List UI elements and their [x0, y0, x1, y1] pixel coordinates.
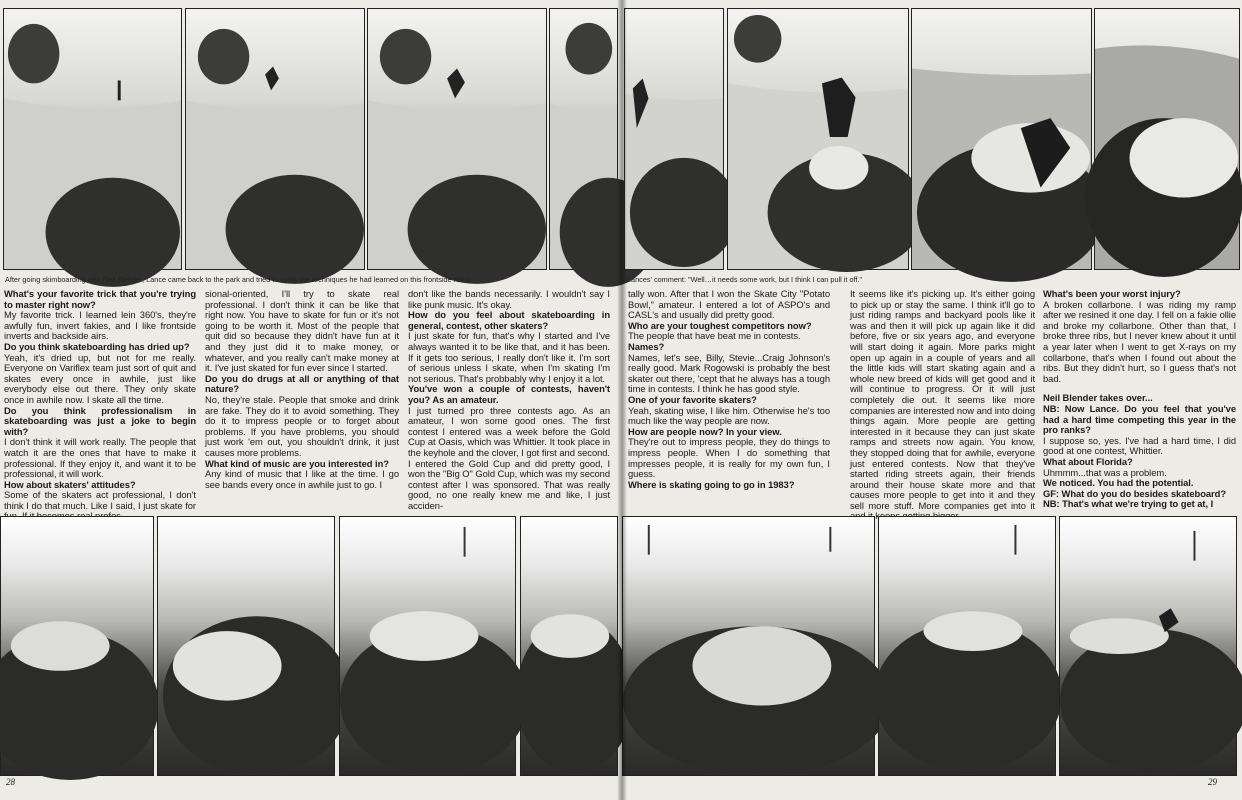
top-photo-6	[727, 8, 909, 270]
interview-answer: I don't think it will work really. The people that watch it are the ones that have to make it professional. If they enjoy it, and want it to be professional, it will work.	[4, 436, 196, 480]
interview-answer: I just turned pro three contests ago. As an amateur, I won some good ones. The first contest I entered was a week before the Gold Cup at Oasis, which was Whittier. It took place in the keyhole and the clover, I got first and second. I entered the Gold Cup and did pretty good, I won the "Big O" Gold Cup, which was my second contest after I was sponsored. That was really good, no one really knew me and like, I just acciden-	[408, 404, 610, 511]
bowl-photo-graphic	[728, 9, 908, 269]
bottom-photo-4	[520, 516, 618, 776]
interview-answer: Any kind of music that I like at the time. I go see bands every once in awhile just to go. I	[205, 468, 399, 490]
interview-answer: sional-oriented, I'll try to skate real professional. I don't think it can be like that right now. You have to skate for fun or it's not going to be worth it. Most of the people that quit did so because they didn't have fun at it and they just did it to make money, or whatever, and you really can't make money at it. I've just skated for fun ever since I started.	[205, 288, 399, 374]
interview-answer: Names, let's see, Billy, Stevie...Craig Johnson's really good. Mark Rogowski is probably the best skater out there, 'cept that he always has a tough time in contests. I think he has good style.	[628, 351, 830, 395]
bottom-photo-3	[339, 516, 516, 776]
bowl-photo-graphic	[186, 9, 364, 269]
bowl-photo-graphic	[368, 9, 546, 269]
text-column-3	[408, 289, 610, 513]
water-splash-graphic	[1, 517, 153, 775]
water-splash-graphic	[1060, 517, 1236, 775]
bowl-photo-graphic	[4, 9, 181, 269]
interview-question: NB: Now Lance. Do you feel that you've had a hard time competing this year in the pro ranks?	[1043, 402, 1236, 436]
interview-answer: It seems like it's picking up. It's either going to pick up or stay the same. I think it'll go to just riding ramps and backyard pools like it was and then it will pick up again like it did before, five or six years ago, and everyone will start doing it again. More parks might open up again in a couple of years and all the little kids will start skating again and a whole new breed of kids will get good and it will continue to progress. Or it will just completely die out. It seems like more companies are interested now and into doing things again. More people are getting interested in it because they can just skate ramps and streets now again. You know, they stopped doing that for awhile, everyone just entered contests. Now that they've started riding streets again, their friends around their house skate more and that causes more people to get into it and they sell more stuff. More companies get into it	[850, 288, 1035, 511]
text-column-4	[628, 289, 830, 513]
top-photo-2	[185, 8, 365, 270]
text-column-5	[850, 289, 1035, 513]
bottom-photo-5	[622, 516, 875, 776]
interview-question: How do you feel about skateboarding in general, contest, other skaters?	[408, 309, 610, 331]
interview-question: Who are your toughest competitors now?	[628, 319, 812, 331]
interview-question: You've won a couple of contests, haven't you? As an amateur.	[408, 383, 610, 405]
left-photo-caption: After going skimboarding with Neil Blender, Lance came back to the park and tried to apply the techniques he had learned on this frontside roll-in.	[5, 275, 474, 284]
interview-question: GF: What do you do besides skateboard?	[1043, 487, 1227, 499]
top-photo-3	[367, 8, 547, 270]
interview-question: What's been your worst injury?	[1043, 288, 1181, 299]
bottom-photo-2	[157, 516, 335, 776]
bottom-photo-1	[0, 516, 154, 776]
water-splash-graphic	[158, 517, 334, 775]
interview-question: How are people now? In your view.	[628, 425, 782, 437]
interview-question: Do you think skateboarding has dried up?	[4, 340, 190, 352]
right-photo-caption: Lances' comment: "Well…it needs some work, but I think I can pull it off."	[627, 275, 863, 284]
page-number-left: 28	[6, 777, 15, 787]
interview-answer: don't like the bands necessarily. I wouldn't say I like punk music. It's okay.	[408, 288, 610, 310]
interview-question: Neil Blender takes over...	[1043, 392, 1153, 404]
interview-question: Where is skating going to go in 1983?	[628, 478, 795, 490]
interview-answer: A broken collarbone. I was riding my ramp after we resined it one day. I fell on a fakie ollie and broke my collarbone. Other than that, I broke three ribs, but I never knew about it until a year later when I went to get X-rays on my collarbone, that's when I found out about the ribs. But they didn't hurt, so I guess that's not bad.	[1043, 298, 1236, 384]
interview-question: Names?	[628, 340, 665, 352]
bottom-photo-6	[878, 516, 1056, 776]
text-column-6	[1043, 289, 1236, 513]
top-photo-4	[549, 8, 618, 270]
interview-question: NB: That's what we're trying to get at, I	[1043, 498, 1214, 510]
interview-answer: The people that have beat me in contests.	[628, 330, 801, 342]
water-splash-graphic	[879, 517, 1055, 775]
page-gutter	[617, 0, 627, 800]
interview-answer: Uhmmm...that was a problem.	[1043, 466, 1167, 478]
bottom-photo-7	[1059, 516, 1237, 776]
top-photo-7	[911, 8, 1092, 270]
interview-answer: I just skate for fun, that's why I started and I've always wanted it to be like that, and it has been. If it gets too serious, I really don't like it. I'm sort of serious unless I skate, when I'm skating I'm not serious. That's probbably why I enjoy it a lot.	[408, 330, 610, 384]
interview-question: We noticed. You had the potential.	[1043, 477, 1194, 489]
text-column-1	[4, 289, 196, 513]
interview-question: One of your favorite skaters?	[628, 393, 757, 405]
interview-answer: tally won. After that I won the Skate City "Potato Bowl," amateur. I entered a lot of ASPO's and CASL's and usually did pretty good.	[628, 288, 830, 321]
interview-answer: They're out to impress people, they do things to impress people. When I do something that impresses people, it is really for my own fun, I guess.	[628, 436, 830, 480]
interview-answer: My favorite trick. I learned lein 360's, they're awfully fun, invert fakies, and I like frontside inverts and backside airs.	[4, 309, 196, 342]
interview-question: Do you do drugs at all or anything of that nature?	[205, 372, 399, 395]
water-splash-graphic	[340, 517, 515, 775]
interview-question: How about skaters' attitudes?	[4, 478, 136, 490]
bowl-photo-graphic	[550, 9, 617, 269]
top-photo-5	[624, 8, 724, 270]
bowl-photo-graphic	[625, 9, 723, 269]
water-splash-graphic	[521, 517, 617, 775]
water-splash-graphic	[623, 517, 874, 775]
interview-question: What's your favorite trick that you're trying to master right now?	[4, 288, 196, 310]
interview-answer: Some of the skaters act professional, I don't think I do that much. Like I said, I just skate for	[4, 489, 196, 511]
interview-answer: Yeah, it's dried up, but not for me really. Everyone on Variflex team just sort of quit and skates every once in awhile, just like everybody else out there. They only skate once in awhile now. I skate all the time.	[4, 351, 196, 405]
top-photo-8	[1094, 8, 1240, 270]
top-photo-1	[3, 8, 182, 270]
page-number-right: 29	[1208, 777, 1217, 787]
interview-answer: Yeah, skating wise, I like him. Otherwise he's too much like the way people are now.	[628, 404, 830, 427]
bowl-photo-graphic	[912, 9, 1091, 269]
interview-answer: No, they're stale. People that smoke and drink are fake. They do it to avoid something. They do it to impress people or to forget about problems. If you have problems, you should just work 'em out, you shouldn't drink, it just causes more problems.	[205, 393, 399, 458]
interview-question: What about Florida?	[1043, 455, 1133, 467]
interview-question: Do you think professionalism in skateboarding was just a joke to begin with?	[4, 404, 196, 437]
interview-question: What kind of music are you interested in?	[205, 457, 389, 469]
text-column-2	[205, 289, 399, 513]
bowl-photo-graphic	[1095, 9, 1239, 269]
interview-answer: I suppose so, yes. I've had a hard time, I did good at one contest, Whittier.	[1043, 434, 1236, 457]
